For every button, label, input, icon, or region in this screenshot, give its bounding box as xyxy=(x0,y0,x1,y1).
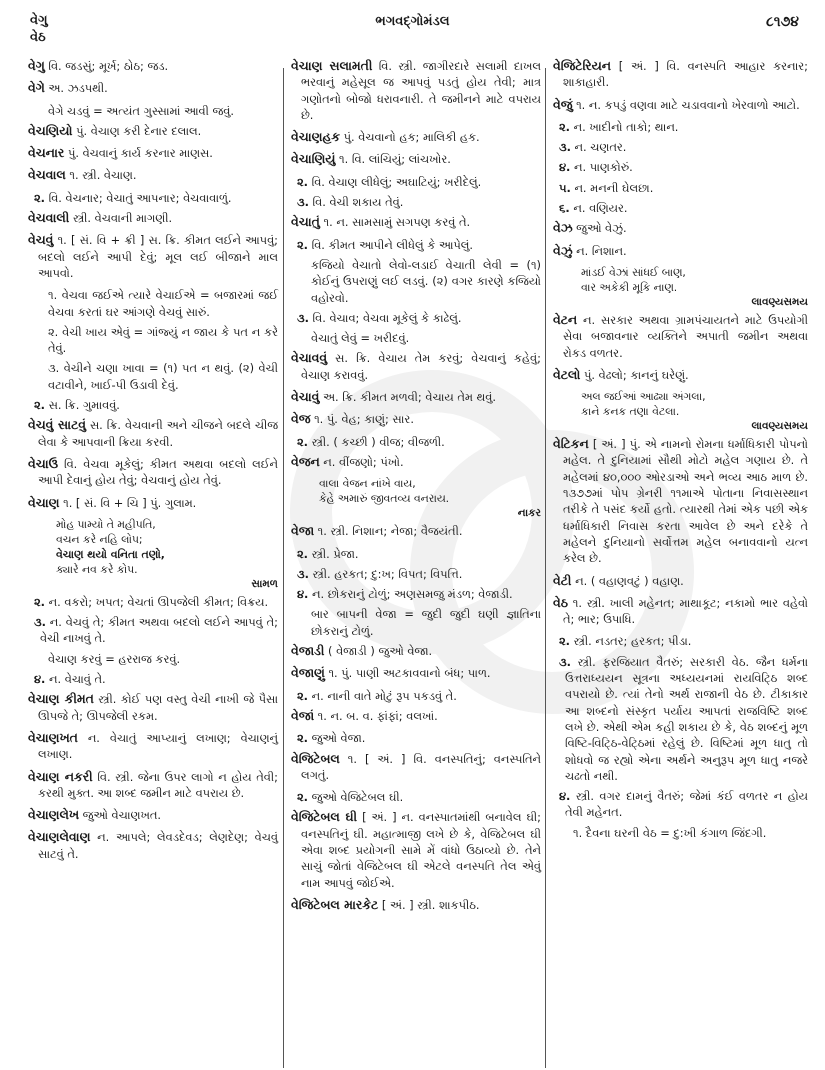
dictionary-entry xyxy=(28,58,278,74)
headword: વેચાણ કીમત xyxy=(28,691,94,707)
sense-number: ૩. xyxy=(34,615,46,630)
dictionary-entry xyxy=(28,456,278,489)
sense-item xyxy=(553,180,808,196)
sense-definition: સ. ક્રિ. ગુમાવવું. xyxy=(48,398,120,413)
sense-item xyxy=(291,789,541,805)
dictionary-entry xyxy=(553,367,808,383)
definition: પું. વેચવાનું કાર્ય કરનાર માણસ. xyxy=(67,146,213,161)
sense-item xyxy=(291,586,541,602)
sense-number: ૨. xyxy=(297,546,309,561)
sense-definition: વિ. કીમત આપીને લીધેલું કે આપેલું. xyxy=(311,237,474,252)
definition: ૧. ન. કપડું વણવા માટે ચડાવવાનો ખેરવાળો આટો. xyxy=(576,97,800,112)
sense-item xyxy=(28,594,278,610)
sense-item xyxy=(553,119,808,135)
dictionary-entry xyxy=(291,389,541,405)
sense-number: ૩. xyxy=(297,566,309,581)
dictionary-entry xyxy=(28,145,278,161)
usage-example: કજિયો વેચાતો લેવો-લડાઈ વેચાતી લેવી = (૧) કોઈનું ઉપરાણું લઈ લડવું. (૨) વગર કારણે કજિયો વહોરવો. xyxy=(311,257,541,305)
definition: સ. ક્રિ. વેચવાની અને ચીજને બદલે ચીજ લેવા કે આપવાની ક્રિયા કરવી. xyxy=(38,418,278,449)
definition: ૧. ન. બ. વ. ફાંફાં; વલખાં. xyxy=(317,708,438,723)
headword: વેચાવું xyxy=(291,389,320,405)
verse-quote xyxy=(291,476,541,521)
headword: વેજું xyxy=(553,96,573,112)
column-divider xyxy=(283,68,284,1068)
sense-item xyxy=(553,139,808,155)
definition: ન. સરકાર અથવા ગ્રામપંચાયતને માટે ઉપયોગી સેવા બજાવનાર વ્યક્તિને અપાતી જમીન અથવા રોકડ વળતર. xyxy=(563,312,808,360)
headword: વેચાણલેવાણ xyxy=(28,829,91,845)
definition: પું. વેચાણ કરી દેનાર દલાલ. xyxy=(76,123,202,138)
headword: વેચાણ સલામતી xyxy=(291,58,373,73)
definition: [ અં. ] પું. એ નામનો રોમના ધર્માધિકારી પોપનો મહેલ. તે દુનિયામાં સૌથી મોટો મહેલ ગણાય છે. તે મહેલમાં ૪૦,૦૦૦ ઓરડાઓ અને ભવ્ય આઠ માળ છે. ૧૩૭૭માં પોપ ગ્રેનરી ૧૧માએ પોતાના નિવાસસ્થાન તરીકે તે પસંદ કર્યો હતો. ત્યારથી તેમાં એક પછી એક ધર્માધિકારી નિવાસ કરતા આવેલ છે અને દરેકે તે મહેલને દુનિયાનો સર્વોત્તમ મહેલ બનાવવાનો યત્ન કરેલ છે. xyxy=(563,437,808,566)
sense-definition: ન. વેચાવું તે. xyxy=(49,672,106,687)
sense-definition: વિ. વેચાણ લીધેલું; અઘાટિયું; ખરીદેલું. xyxy=(311,174,482,189)
sense-definition: સ્ત્રી. નડતર; હરકત; પીડા. xyxy=(573,634,692,649)
sense-item xyxy=(28,614,278,647)
headword: વેજન xyxy=(291,453,320,469)
definition: અ. ઝડપથી. xyxy=(48,81,108,96)
sense-definition: ન. ચણતર. xyxy=(574,140,627,155)
headword: વેજાણું xyxy=(291,665,325,681)
verse-source: નાકર xyxy=(517,507,541,520)
dictionary-entry xyxy=(28,769,278,802)
verse-source: સામળ xyxy=(251,577,278,590)
definition: સ. ક્રિ. વેચાય તેમ કરવું; વેચવાનું કહેવું; વેચાણ કરાવવું. xyxy=(301,351,541,382)
usage-example: ૩. વેચીને ચણા ખાવા = (૧) પત ન થવું. (૨) વેચી વટાવીને, ખાઈ-પી ઉડાવી દેવું. xyxy=(48,361,278,392)
headword: વેચાણ નકરી xyxy=(28,768,93,784)
sense-definition: વિ. વેચી શકાય તેવું. xyxy=(312,195,404,210)
definition: ૧. સ્ત્રી. ખાલી મહેનત; માથાકૂટ; નકામો ભાર વહેવો તે; ભાર; ઉપાધિ. xyxy=(563,595,808,627)
dictionary-entry xyxy=(291,411,541,427)
sense-number: ૨. xyxy=(297,731,309,746)
headword: વેજાં xyxy=(291,707,315,723)
definition: અ. ક્રિ. કીમત મળવી; વેચાય તેમ થવું. xyxy=(323,390,497,405)
sense-definition: સ્ત્રી. વગર દામનું વૈતરું; જેમાં કંઈ વળતર ન હોય તેવી મહેનત. xyxy=(565,789,808,820)
usage-example: વેગે ચડવું = અત્યંત ગુસ્સામાં આવી જવું. xyxy=(48,103,234,118)
verse-source: લાવણ્યસમય xyxy=(751,420,808,433)
sense-definition: ન. વણિયર. xyxy=(573,201,628,216)
dictionary-entry xyxy=(28,495,278,511)
dictionary-entry xyxy=(28,210,278,226)
dictionary-entry xyxy=(291,214,541,230)
dictionary-entry xyxy=(291,643,541,659)
verse-line: ક્યારે નવ કરે કોપ. xyxy=(56,562,138,576)
sense-number: ૨. xyxy=(297,434,309,449)
sense-item xyxy=(291,237,541,253)
sense-definition: જુઓ વેજા. xyxy=(311,731,366,746)
dictionary-entry xyxy=(291,129,541,145)
sense-definition: ન. છોકરાનું ટોળું; અણસમજુ મંડળ; વેજાડી. xyxy=(312,587,513,602)
dictionary-entry xyxy=(291,665,541,681)
dictionary-entry xyxy=(553,436,808,566)
dictionary-entry xyxy=(553,97,808,113)
dictionary-entry xyxy=(553,312,808,361)
sense-number: ૨. xyxy=(34,594,46,609)
sense-item xyxy=(291,688,541,704)
definition: ૧. વિ. લાંચિયું; લાંચખોર. xyxy=(339,152,451,167)
sense-definition: સ્ત્રી. ( કચ્છી ) વીજ; વીજળી. xyxy=(311,434,445,449)
headword: વેજ xyxy=(291,411,311,427)
verse-line: કેહે અમારું જીવતવ્ય વનરાય. xyxy=(319,492,450,506)
dictionary-entry xyxy=(28,167,278,183)
dictionary-entry xyxy=(28,232,278,281)
usage-example: વેચાણ કરવું = હરરાજ કરવું. xyxy=(48,651,181,666)
dictionary-entry xyxy=(553,595,808,628)
dictionary-entry xyxy=(291,708,541,724)
definition: ૧. સ્ત્રી. નિશાન; નેજા; વૈજયંતી. xyxy=(317,524,463,539)
dictionary-entry xyxy=(28,80,278,96)
headword: વેઝું xyxy=(553,242,573,258)
headword: વેટી xyxy=(553,572,572,588)
verse-line: વેચાણ થયો વનિતા તણો, xyxy=(56,547,165,561)
definition: ન. નિશાન. xyxy=(576,243,627,258)
sense-number: ૩. xyxy=(297,310,309,325)
sense-number: ૩. xyxy=(297,195,309,210)
page-header xyxy=(0,8,825,52)
dictionary-entry xyxy=(291,58,541,123)
headword: વેચવું સાટવું xyxy=(28,417,86,433)
headword: વેચાણખત xyxy=(28,729,78,745)
sense-item xyxy=(291,310,541,326)
sense-definition: ન. વકરો; ખપત; વેચતાં ઊપજેલી કીમત; વિક્રય. xyxy=(48,594,269,609)
sense-definition: વિ. વેચાવ; વેચવા મૂકેલું કે કાઢેલું. xyxy=(312,310,462,325)
column-middle xyxy=(291,58,541,1070)
dictionary-entry xyxy=(291,350,541,383)
sense-number: ૫. xyxy=(559,180,571,195)
sense-item xyxy=(291,194,541,210)
headword: વેજાડી xyxy=(291,643,325,659)
headword: વેજિટેબલ xyxy=(291,750,340,766)
definition: ૧. [ સં. વિ + ક્રી ] સ. ક્રિ. કીમત લઈને આપવું; બદલો લઈને આપી દેવું; મૂલ લઈ બીજાને માલ આપવો. xyxy=(38,233,279,280)
definition: ૧. ન. સામસામું સગપણ કરવું તે. xyxy=(323,215,471,230)
guide-word-last: વેઠ xyxy=(30,30,46,45)
verse-line: અલ જઈઆં આઢ્યા અંગલા, xyxy=(581,390,706,404)
definition: વિ. સ્ત્રી. જાગીરદારે સલામી દાખલ ભરવાનું મહેસૂલ જ આપવું પડતું હોય તેવી; માત્ર ગણોતનો બોજો ધરાવનારી. તે જમીનને માટે વપરાય છે. xyxy=(301,59,541,122)
definition: પું. વેચવાનો હક; માલિકી હક. xyxy=(343,130,480,145)
definition: ૧. પું. વેહ; કાણું; સાર. xyxy=(314,412,414,427)
headword: વેજિટેબલ મારકેટ xyxy=(291,896,379,912)
sense-item xyxy=(553,654,808,784)
verse-line: મોહ પામ્યો તે મહીપતિ, xyxy=(56,517,156,531)
dictionary-entry xyxy=(28,123,278,139)
definition: ( વેજાડી ) જુઓ વેજા. xyxy=(328,644,433,659)
sense-definition: ન. નાની વાતે મોટું રૂપ પકડવું તે. xyxy=(311,688,457,703)
sense-number: ૨. xyxy=(34,398,46,413)
verse-source: લાવણ્યસમય xyxy=(751,295,808,308)
definition: ૧. સ્ત્રી. વેચાણ. xyxy=(69,168,137,183)
page-number: ૮૧૭૪ xyxy=(766,14,799,30)
sense-number: ૨. xyxy=(34,190,46,205)
sense-definition: સ્ત્રી. પ્રેજા. xyxy=(311,546,359,561)
sense-item xyxy=(553,788,808,821)
headword: વેજા xyxy=(291,523,315,539)
headword: વેચાણહક xyxy=(291,129,341,145)
dictionary-entry xyxy=(553,243,808,259)
sense-item xyxy=(553,159,808,175)
sense-number: ૨. xyxy=(297,790,309,805)
definition: ન. વીંજણો; પંખો. xyxy=(323,454,404,469)
definition: ન. ( વહાણવટું ) વહાણ. xyxy=(575,573,684,588)
sense-item xyxy=(28,397,278,413)
sense-definition: સ્ત્રી. હરકત; દુ:ખ; વિપત; વિપત્તિ. xyxy=(312,566,463,581)
headword: વેઝ xyxy=(553,220,573,236)
column-right xyxy=(553,58,808,1070)
definition: સ્ત્રી. વેચવાની માગણી. xyxy=(72,211,173,226)
definition: ૧. પું. પાણી અટકાવવાનો બંધ; પાળ. xyxy=(328,666,491,681)
headword: વેઠ xyxy=(553,594,568,610)
definition: ૧. [ અં. ] વિ. વનસ્પતિનું; વનસ્પતિને લગતું. xyxy=(301,751,541,782)
headword: વેચવાલી xyxy=(28,210,70,226)
sense-number: ૨. xyxy=(559,634,571,649)
sense-item xyxy=(28,190,278,206)
dictionary-entry xyxy=(291,751,541,784)
headword: વેટન xyxy=(553,311,578,327)
headword: વેચાવવું xyxy=(291,350,328,366)
column-left xyxy=(28,58,278,1070)
sense-number: ૩. xyxy=(559,140,571,155)
sense-definition: ન. ખાદીનો તાકો; થાન. xyxy=(573,119,679,134)
verse-line: વાલા વેજન નાંખે વાય, xyxy=(319,477,416,491)
verse-line: વચન કરે નહિ લોપ; xyxy=(56,532,143,546)
headword: વેચનાર xyxy=(28,145,65,161)
dictionary-entry xyxy=(553,220,808,236)
headword: વેચણિયો xyxy=(28,122,73,138)
sense-number: ૨. xyxy=(297,174,309,189)
definition: જુઓ વેઝું. xyxy=(576,221,627,236)
sense-number: ૨. xyxy=(559,119,571,134)
sense-item xyxy=(291,566,541,582)
verse-line: વાર અકેકી મૂકિ નાણ. xyxy=(581,280,678,294)
column-divider xyxy=(545,68,546,1068)
definition: [ અં. ] સ્ત્રી. શાકપીઠ. xyxy=(381,897,480,912)
dictionary-entry xyxy=(291,454,541,470)
dictionary-entry xyxy=(291,523,541,539)
definition: પું. વેઢલો; કાનનું ઘરેણું. xyxy=(584,367,689,382)
verse-quote xyxy=(553,389,808,434)
sense-item xyxy=(553,633,808,649)
sense-item xyxy=(291,730,541,746)
guide-word-first: વેગુ xyxy=(30,13,48,28)
headword: વેટલો xyxy=(553,366,581,382)
definition: ન. વેચાતું આપ્યાનું લખાણ; વેચાણનું લખાણ. xyxy=(38,730,278,762)
sense-number: ૨. xyxy=(297,688,309,703)
sense-number: ૨. xyxy=(297,237,309,252)
dictionary-entry xyxy=(28,829,278,862)
sense-definition: ન. પાણકોરું. xyxy=(574,160,633,175)
sense-number: ૪. xyxy=(34,672,46,687)
headword: વેટિકન xyxy=(553,436,589,452)
dictionary-entry xyxy=(291,809,541,890)
sense-item xyxy=(291,174,541,190)
sense-item xyxy=(553,200,808,216)
dictionary-entry xyxy=(291,897,541,913)
verse-quote xyxy=(553,265,808,310)
usage-example: વેચાતું લેવું = ખરીદવું. xyxy=(311,331,410,346)
verse-quote xyxy=(28,517,278,592)
headword: વેચાણ xyxy=(28,494,60,510)
sense-item xyxy=(291,434,541,450)
definition: જુઓ વેચાણખત. xyxy=(82,808,162,823)
sense-number: ૪. xyxy=(297,587,309,602)
headword: વેગુ xyxy=(28,58,45,73)
headword: વેચવાલ xyxy=(28,167,66,183)
sense-item xyxy=(291,546,541,562)
dictionary-entry xyxy=(28,730,278,763)
verse-line: કાને કનક તણા વેટલા. xyxy=(581,405,680,419)
sense-definition: વિ. વેચનાર; વેચાતું આપનાર; વેચવાવાળું. xyxy=(48,190,232,205)
sense-definition: ન. વેચવું તે; કીમત અથવા બદલો લઈને આપવું તે; વેચી નાખવું તે. xyxy=(40,615,278,646)
sense-number: ૪. xyxy=(559,789,571,804)
definition: વિ. સ્ત્રી. જેના ઉપર લાગો ન હોય તેવી; કરથી મુક્ત. આ શબ્દ જમીન માટે વપરાય છે. xyxy=(38,769,278,800)
definition: [ અં. ] વિ. વનસ્પતિ આહાર કરનાર; શાકાહારી. xyxy=(563,59,809,90)
headword: વેજિટેબલ ઘી xyxy=(291,809,358,825)
sense-definition: જુઓ વેજિટેબલ ઘી. xyxy=(311,790,404,805)
headword: વેચવું xyxy=(28,232,54,248)
sense-number: ૩. xyxy=(559,654,571,669)
usage-example: ૧. દૈવના ઘરની વેઠ = દુ:ખી કંગાળ જિંદગી. xyxy=(573,825,767,840)
headword: વેગે xyxy=(28,80,45,96)
definition: સ્ત્રી. કોઈ પણ વસ્તુ વેચી નાખી જે પૈસા ઊપજે તે; ઊપજેલી રકમ. xyxy=(38,692,278,723)
headword: વેચાણલેખ xyxy=(28,807,80,823)
dictionary-entry xyxy=(28,417,278,450)
usage-example: ૨. વેચી ખાય એવું = ગાંજ્યું ન જાય કે પત ન કરે તેવું. xyxy=(48,324,278,356)
usage-example: બાર બાપની વેજા = જુદી જુદી ઘણી જ્ઞાતિના છોકરાનું ટોળું. xyxy=(311,607,541,638)
headword: વેજિટેરિયન xyxy=(553,58,612,73)
sense-item xyxy=(28,671,278,687)
sense-definition: સ્ત્રી. ફરજિયાત વૈતરું; સરકારી વેઠ. જૈન ધર્મના ઉત્તરાધ્યયન સૂત્રના અધ્યયનમાં રાયવિટ્ઠિ શબ્દ વપરાયો છે. ત્યાં તેનો અર્થ રાજાની વેઠ છે. ટીકાકાર આ શબ્દનો સંસ્કૃત પર્યાય આપતાં રાજવિષ્ટિ શબ્દ લખે છે. એથી એમ કહી શકાય છે કે, વેઠ શબ્દનું મૂળ વિષ્ટિ-વિટ્ઠિ-વેટ્ઠિમાં રહેલું છે. વિષ્ટિમાં મૂળ ધાતુ તો શોધવો જ રહ્યો એના અર્થને અનુરૂપ મૂળ ધાતુ નજરે ચઢતો નથી. xyxy=(565,654,808,783)
definition: વિ. વેચવા મૂકેલું; કીમત અથવા બદલો લઈને આપી દેવાનું હોય તેવું; વેચવાનું હોય તેવું. xyxy=(38,456,278,488)
sense-definition: ન. મનની ઘેલછા. xyxy=(574,180,654,195)
running-title: ભગવદ્ગોમંડલ xyxy=(375,14,450,29)
dictionary-entry xyxy=(28,691,278,724)
definition: વિ. જડસું; મૂર્ખ; ઠોઠ; જડ. xyxy=(48,59,169,73)
definition: [ અં. ] ન. વનસ્પાતમાંથી બનાવેલ ઘી; વનસ્પતિનું ઘી. મહાત્માજી લખે છે કે, વેજિટેબલ ઘી એવા શબ્દ પ્રયોગની સામે મેં વાંધો ઉઠાવ્યો છે. તેને સાચું જોતાં વેજિટેબલ ઘી એટલે વનસ્પતિ તેલ એવું નામ આપવું જોઈએ. xyxy=(301,810,542,890)
usage-example: ૧. વેચવા જઈએ ત્યારે વેચાઈએ = બજારમાં જઈ વેચવા કરતાં ઘર આંગણે વેચવું સારું. xyxy=(48,288,278,319)
headword: વેચાણિયું xyxy=(291,151,336,167)
headword: વેચાતું xyxy=(291,214,320,230)
dictionary-entry xyxy=(553,58,808,91)
definition: ૧. [ સં. વિ + ચિ ] પું. ગુલામ. xyxy=(63,495,197,510)
dictionary-entry xyxy=(553,573,808,589)
definition: ન. આપલે; લેવડદેવડ; લેણદેણ; વેચવું સાટવું તે. xyxy=(38,830,278,861)
dictionary-entry xyxy=(28,807,278,823)
dictionary-entry xyxy=(291,151,541,167)
sense-number: ૬. xyxy=(559,201,570,216)
sense-number: ૪. xyxy=(559,160,571,175)
headword: વેચાઉ xyxy=(28,455,59,471)
verse-line: માંડઈ વેઝાં સાંધઈ બાણ, xyxy=(581,265,686,279)
